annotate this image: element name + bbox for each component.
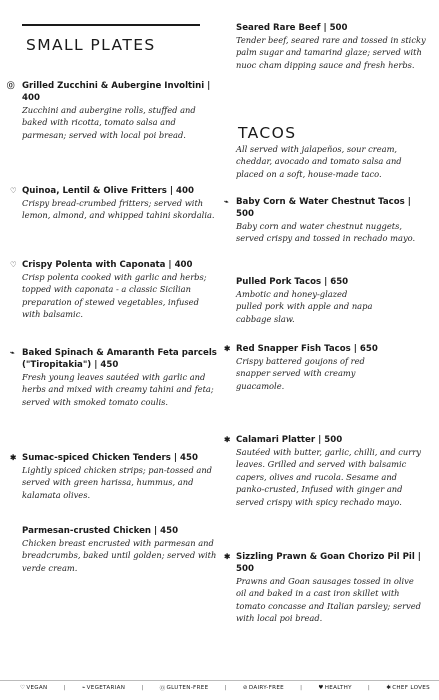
dairy-free-icon: ⊘ — [242, 685, 248, 691]
tacos-note: All served with jalapeños, sour cream, cheddar, avocado and tomato salsa and placed on a soft, house-made taco. — [236, 144, 402, 179]
item-name: Grilled Zucchini & Aubergine Involtini — [22, 81, 205, 91]
chefs-loves-icon: ✱ — [224, 552, 231, 561]
item-name: Baked Spinach & Amaranth Feta parcels ("Tiropitakia") — [22, 348, 217, 370]
section-title-small-plates: SMALL PLATES — [26, 36, 156, 54]
item-name: Calamari Platter — [236, 435, 316, 445]
gluten-free-icon: ⓪ — [159, 686, 166, 692]
item-name: Pulled Pork Tacos — [236, 277, 322, 287]
item-description: Chicken breast encrusted with parmesan and breadcrumbs, baked until golden; served with verde cream. — [22, 538, 217, 573]
vegetarian-icon: ⌁ — [224, 197, 229, 206]
item-description: Fresh young leaves sautéed with garlic and herbs and mixed with creamy tahini and feta; served with smoked tomato coulis. — [22, 372, 214, 407]
item-name: Quinoa, Lentil & Olive Fritters — [22, 186, 167, 196]
legend-healthy: ♥ HEALTHY — [318, 685, 352, 691]
item-description: Ambotic and honey-glazed pulled pork with apple and napa cabbage slaw. — [236, 289, 373, 324]
menu-item: ✱ Red Snapper Fish Tacos | 650 Crispy battered goujons of red snapper served with creamy guacamole. — [236, 343, 426, 392]
item-description: Crispy bread-crumbed fritters; served with lemon, almond, and whipped tahini skordalia. — [22, 198, 215, 221]
legend-chef-loves: ✱ CHEF LOVES — [386, 685, 430, 691]
item-description: Baby corn and water chestnut nuggets, served crispy and tossed in rechado mayo. — [236, 221, 416, 244]
chefs-loves-icon: ✱ — [224, 435, 231, 444]
menu-item: ✱ Sumac-spiced Chicken Tenders | 450 Lightly spiced chicken strips; pan-tossed and served with green harissa, hummus, and kalamata olives. — [22, 452, 218, 501]
item-price: 500 — [324, 435, 343, 445]
item-price: 400 — [174, 260, 193, 270]
item-name: Sumac-spiced Chicken Tenders — [22, 453, 171, 463]
item-name: Parmesan-crusted Chicken — [22, 526, 152, 536]
item-price: 650 — [330, 277, 349, 287]
menu-item: ⓪ Grilled Zucchini & Aubergine Involtini | 400 Zucchini and aubergine rolls, stuffed and baked with ricotta, tomato salsa and parmesan; served with local poi bread. — [22, 80, 218, 141]
item-description: Lightly spiced chicken strips; pan-tossed and served with green harissa, hummus, and kalamata olives. — [22, 465, 212, 500]
healthy-icon: ♥ — [318, 685, 324, 691]
item-name: Red Snapper Fish Tacos — [236, 344, 351, 354]
section-title-tacos: TACOS — [238, 124, 297, 142]
menu-item: Parmesan-crusted Chicken | 450 Chicken breast encrusted with parmesan and breadcrumbs, baked until golden; served with verde cream. — [22, 526, 217, 573]
item-name: Crispy Polenta with Caponata — [22, 260, 166, 270]
menu-item: Pulled Pork Tacos | 650 Ambotic and honey-glazed pulled pork with apple and napa cabbage slaw. — [236, 276, 426, 325]
item-price: 650 — [359, 344, 378, 354]
item-description: Zucchini and aubergine rolls, stuffed and baked with ricotta, tomato salsa and parmesan; served with local poi bread. — [22, 105, 196, 140]
chefs-loves-icon: ✱ — [224, 344, 231, 353]
legend-vegan: ♡ VEGAN — [20, 685, 48, 691]
item-price: 500 — [236, 564, 254, 574]
top-rule-left — [22, 24, 200, 26]
menu-item: ⌁ Baby Corn & Water Chestnut Tacos | 500 Baby corn and water chestnut nuggets, served crispy and tossed in rechado mayo. — [236, 196, 426, 245]
vegan-icon: ♡ — [10, 186, 17, 195]
item-price: 400 — [176, 186, 194, 196]
chef-loves-icon: ✱ — [386, 685, 392, 691]
item-price: 500 — [236, 209, 254, 219]
gluten-free-icon: ⓪ — [7, 81, 15, 90]
footer-rule — [0, 680, 439, 681]
menu-item: Seared Rare Beef | 500 Tender beef, seared rare and tossed in sticky palm sugar and tamarind glaze; served with nuoc cham dipping sauce and fresh herbs. — [236, 23, 426, 70]
item-name: Seared Rare Beef — [236, 23, 321, 33]
menu-item: ✱ Sizzling Prawn & Goan Chorizo Pil Pil | 500 Prawns and Goan sausages tossed in olive oil and baked in a cast iron skillet with tomato concasse and Italian parsley; served with local poi bread. — [236, 551, 426, 625]
item-name: Baby Corn & Water Chestnut Tacos — [236, 197, 405, 207]
legend-vegetarian: ⌁ VEGETARIAN — [81, 685, 126, 691]
legend-dairy-free: ⊘ DAIRY-FREE — [242, 685, 285, 691]
item-description: Crispy battered goujons of red snapper served with creamy guacamole. — [236, 356, 365, 391]
item-description: Tender beef, seared rare and tossed in sticky palm sugar and tamarind glaze; served with nuoc cham dipping sauce and fresh herbs. — [236, 35, 426, 70]
menu-item: ✱ Calamari Platter | 500 Sautéed with butter, garlic, chilli, and curry leaves. Grilled and served with balsamic capers, olives and rucola. Sesame and panko-crusted, Infused with ginger and served crispy with spicy rechado mayo. — [236, 434, 426, 508]
item-name: Sizzling Prawn & Goan Chorizo Pil Pil — [236, 552, 415, 562]
item-price: 450 — [180, 453, 198, 463]
vegan-icon: ♡ — [10, 260, 17, 269]
vegetarian-icon: ⌁ — [81, 685, 86, 691]
dietary-legend: ♡ VEGAN | ⌁ VEGETARIAN | ⓪ GLUTEN-FREE | ⊘ DAIRY-FREE | ♥ HEALTHY | ✱ CHEF LOVES — [20, 685, 430, 692]
legend-gluten-free: ⓪ GLUTEN-FREE — [159, 685, 209, 692]
vegetarian-icon: ⌁ — [10, 348, 15, 357]
menu-item: ♡ Quinoa, Lentil & Olive Fritters | 400 Crispy bread-crumbed fritters; served with lemon, almond, and whipped tahini skordalia. — [22, 185, 218, 222]
item-price: 450 — [160, 526, 179, 536]
item-description: Prawns and Goan sausages tossed in olive oil and baked in a cast iron skillet with tomato concasse and Italian parsley; served with local poi bread. — [236, 576, 421, 624]
item-price: 400 — [22, 93, 40, 103]
menu-item: ♡ Crispy Polenta with Caponata | 400 Crisp polenta cooked with garlic and herbs; topped with caponata - a classic Sicilian preparation of stewed vegetables, infused with balsamic. — [22, 259, 218, 321]
menu-item: ⌁ Baked Spinach & Amaranth Feta parcels ("Tiropitakia") | 450 Fresh young leaves sautéed with garlic and herbs and mixed with creamy tahini and feta; served with smoked tomato coulis. — [10, 348, 217, 407]
vegan-icon: ♡ — [20, 685, 26, 691]
item-price: 500 — [329, 23, 348, 33]
item-description: Crisp polenta cooked with garlic and herbs; topped with caponata - a classic Sicilian preparation of stewed vegetables, infused with balsamic. — [22, 272, 207, 320]
item-description: Sautéed with butter, garlic, chilli, and curry leaves. Grilled and served with balsamic capers, olives and rucola. Sesame and panko-crusted, Infused with ginger and served crispy with spicy rechado mayo. — [236, 447, 421, 507]
chefs-loves-icon: ✱ — [10, 453, 17, 462]
item-price: 450 — [100, 360, 119, 370]
